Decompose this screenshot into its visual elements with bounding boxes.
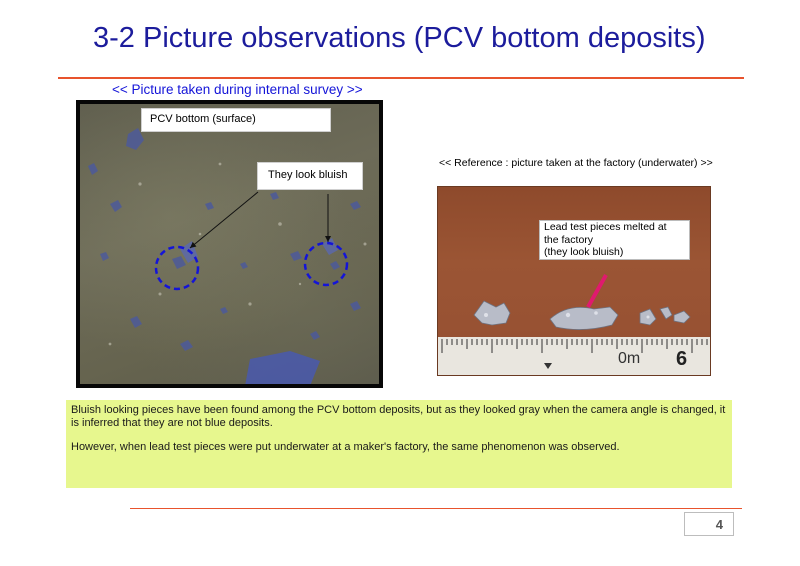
bottom-divider [130, 508, 742, 509]
callout-line-3: (they look bluish) [544, 246, 624, 258]
surface-label [141, 108, 331, 132]
observation-note [66, 400, 732, 488]
callout-line-1: Lead test pieces melted at [544, 221, 667, 233]
bluish-label-text: They look bluish [268, 169, 348, 181]
note-paragraph-1: Bluish looking pieces have been found among the PCV bottom deposits, but as they looked gray when the camera angle is changed, it is inferred that they are not blue deposits. [71, 404, 726, 429]
top-divider [58, 77, 744, 79]
page-number: 4 [684, 512, 734, 536]
pink-pointer [588, 275, 606, 307]
reference-caption: << Reference : picture taken at the factory (underwater) >> [439, 157, 713, 169]
lead-pieces-image [438, 187, 710, 375]
survey-photo [76, 100, 383, 388]
surface-label-text: PCV bottom (surface) [150, 113, 256, 125]
reference-photo [437, 186, 711, 376]
ruler-number-text: 6 [676, 348, 688, 370]
ruler [438, 337, 710, 375]
survey-subtitle: << Picture taken during internal survey >> [112, 82, 363, 97]
pcv-bottom-image [80, 104, 379, 384]
ruler-unit-text: 0m [618, 350, 641, 367]
lead-callout [539, 220, 690, 260]
arrow-left [190, 192, 258, 248]
bluish-label [257, 162, 363, 190]
note-paragraph-2: However, when lead test pieces were put underwater at a maker's factory, the same phenomenon was observed. [71, 441, 620, 453]
slide-title: 3-2 Picture observations (PCV bottom deposits) [93, 22, 706, 54]
callout-line-2: the factory [544, 233, 594, 246]
deposit-texture [80, 104, 379, 384]
